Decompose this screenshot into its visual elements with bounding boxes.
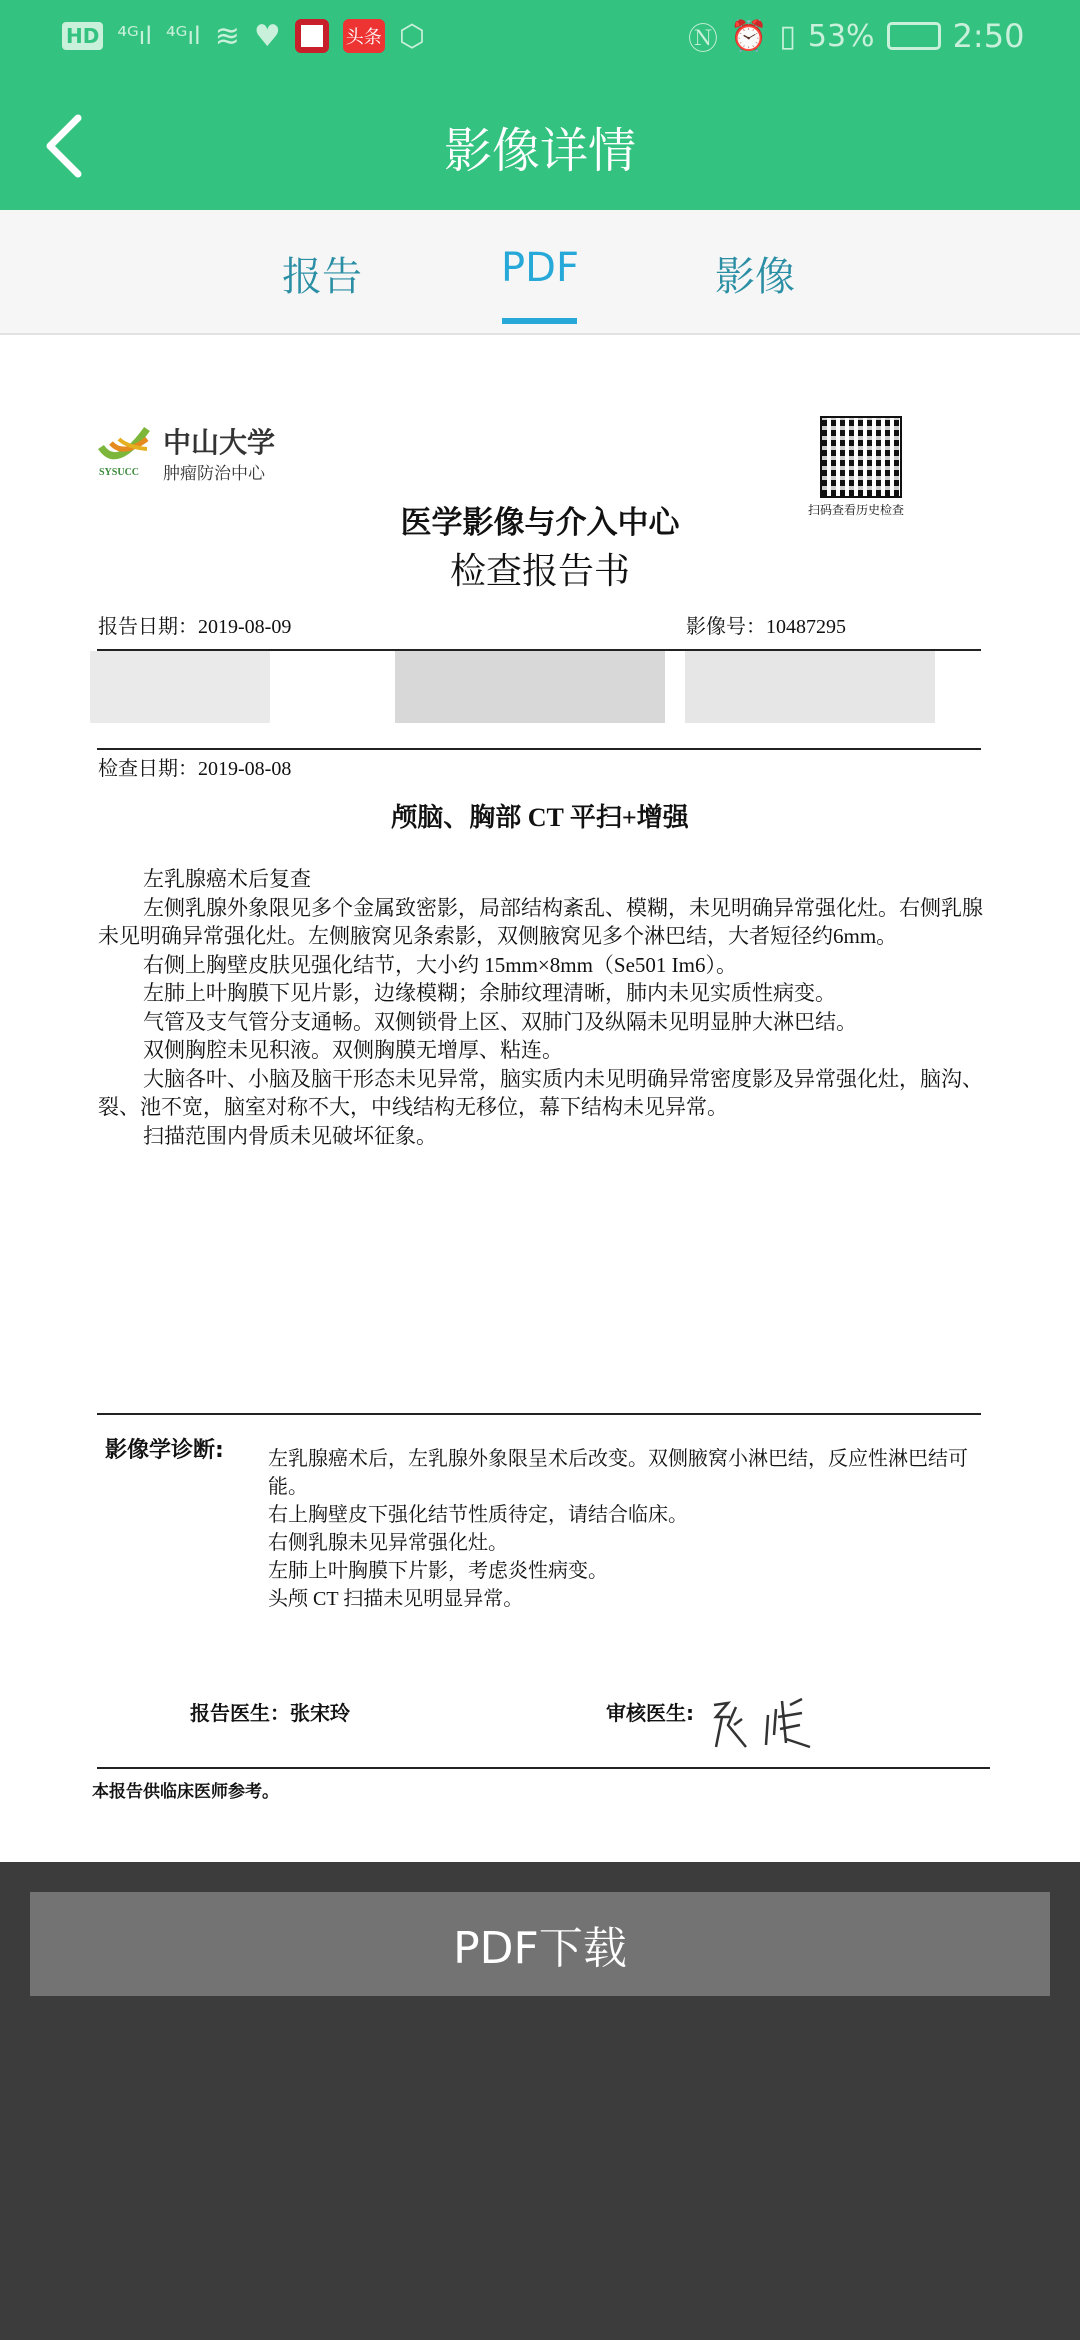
toutiao-icon: 头条 <box>343 19 385 53</box>
tab-report[interactable]: 报告 <box>282 254 362 300</box>
redacted-area <box>90 651 270 723</box>
signature <box>706 1695 826 1760</box>
image-number: 影像号：10487295 <box>686 616 846 638</box>
tab-bar <box>0 210 1080 335</box>
status-bar <box>0 0 1080 72</box>
logo-abbr: SYSUCC <box>99 467 140 478</box>
battery-icon <box>887 22 941 50</box>
finding-line: 气管及支气管分支通畅。双侧锁骨上区、双肺门及纵隔未见明显肿大淋巴结。 <box>143 1009 857 1034</box>
report-title: 医学影像与介入中心 <box>400 505 680 540</box>
finding-line: 双侧胸腔未见积液。双侧胸膜无增厚、粘连。 <box>143 1038 563 1062</box>
diagnosis-line: 头颅 CT 扫描未见明显异常。 <box>268 1588 524 1610</box>
diagnosis-line: 右侧乳腺未见异常强化灶。 <box>268 1532 508 1554</box>
redacted-area <box>685 651 935 723</box>
finding-line: 扫描范围内骨质未见破坏征象。 <box>143 1123 437 1148</box>
clock: 2:50 <box>952 17 1025 55</box>
page-title: 影像详情 <box>443 123 636 179</box>
tab-images[interactable]: 影像 <box>715 254 795 300</box>
divider <box>97 1767 990 1769</box>
finding-line: 左肺上叶胸膜下见片影，边缘模糊；余肺纹理清晰，肺内未见实质性病变。 <box>143 981 836 1005</box>
signal-icon: ⁴ᴳıl <box>117 22 153 50</box>
finding-line: 右侧上胸壁皮肤见强化结节，大小约 15mm×8mm（Se501 Im6）。 <box>143 952 738 977</box>
status-left-icons <box>62 18 425 54</box>
wifi-icon: ≋ <box>214 18 240 54</box>
signal-icon: ⁴ᴳıl <box>166 22 201 50</box>
qr-caption: 扫码查看历史检查 <box>808 503 905 517</box>
findings <box>98 865 988 1150</box>
footer-note: 本报告供临床医师参考。 <box>92 1782 279 1802</box>
vibrate-icon: ▯ <box>779 18 796 54</box>
report-doctor: 报告医生：张宋玲 <box>190 1701 350 1725</box>
nfc-icon: Ⓝ <box>688 22 718 57</box>
diagnosis-line: 左乳腺癌术后，左乳腺外象限呈术后改变。双侧腋窝小淋巴结，反应性淋巴结可能。 <box>268 1448 968 1498</box>
hd-icon: HD <box>62 22 103 50</box>
battery-percent: 53% <box>807 18 875 54</box>
hand-icon: ⬡ <box>398 18 425 54</box>
diagnosis-label: 影像学诊断: <box>105 1438 224 1463</box>
heart-icon: ♥ <box>253 18 281 54</box>
logo-subname: 肿瘤防治中心 <box>163 464 265 483</box>
finding-line: 大脑各叶、小脑及脑干形态未见异常，脑实质内未见明确异常密度影及异常强化灶，脑沟、裂、池不宽，脑室对称不大，中线结构无移位，幕下结构未见异常。 <box>98 1066 983 1119</box>
divider <box>97 748 981 750</box>
finding-line: 左乳腺癌术后复查 <box>143 867 311 891</box>
exam-title: 颅脑、胸部 CT 平扫+增强 <box>391 803 689 832</box>
pdf-download-button[interactable]: PDF下载 <box>30 1892 1050 1996</box>
alarm-icon: ⏰ <box>730 18 768 54</box>
diagnosis-line: 左肺上叶胸膜下片影，考虑炎性病变。 <box>268 1560 608 1582</box>
app-icon <box>295 19 329 53</box>
divider <box>97 1413 981 1415</box>
pdf-viewer[interactable] <box>0 335 1080 1862</box>
diagnosis <box>268 1445 990 1613</box>
report-date: 报告日期：2019-08-09 <box>98 616 292 638</box>
tab-pdf[interactable]: PDF <box>501 245 579 291</box>
exam-date: 检查日期：2019-08-08 <box>98 758 292 780</box>
status-right-icons <box>688 17 1025 57</box>
qr-code <box>822 418 900 496</box>
finding-line: 左侧乳腺外象限见多个金属致密影，局部结构紊乱、模糊，未见明确异常强化灶。右侧乳腺未见明确异常强化灶。左侧腋窝见条索影，双侧腋窝见多个淋巴结，大者短径约6mm。 <box>98 895 983 948</box>
active-tab-indicator <box>502 318 577 324</box>
review-doctor-label: 审核医生: <box>606 1701 694 1725</box>
logo-name: 中山大学 <box>163 428 276 459</box>
report-subtitle: 检查报告书 <box>449 551 630 591</box>
redacted-area <box>395 651 665 723</box>
diagnosis-line: 右上胸壁皮下强化结节性质待定，请结合临床。 <box>268 1504 688 1526</box>
